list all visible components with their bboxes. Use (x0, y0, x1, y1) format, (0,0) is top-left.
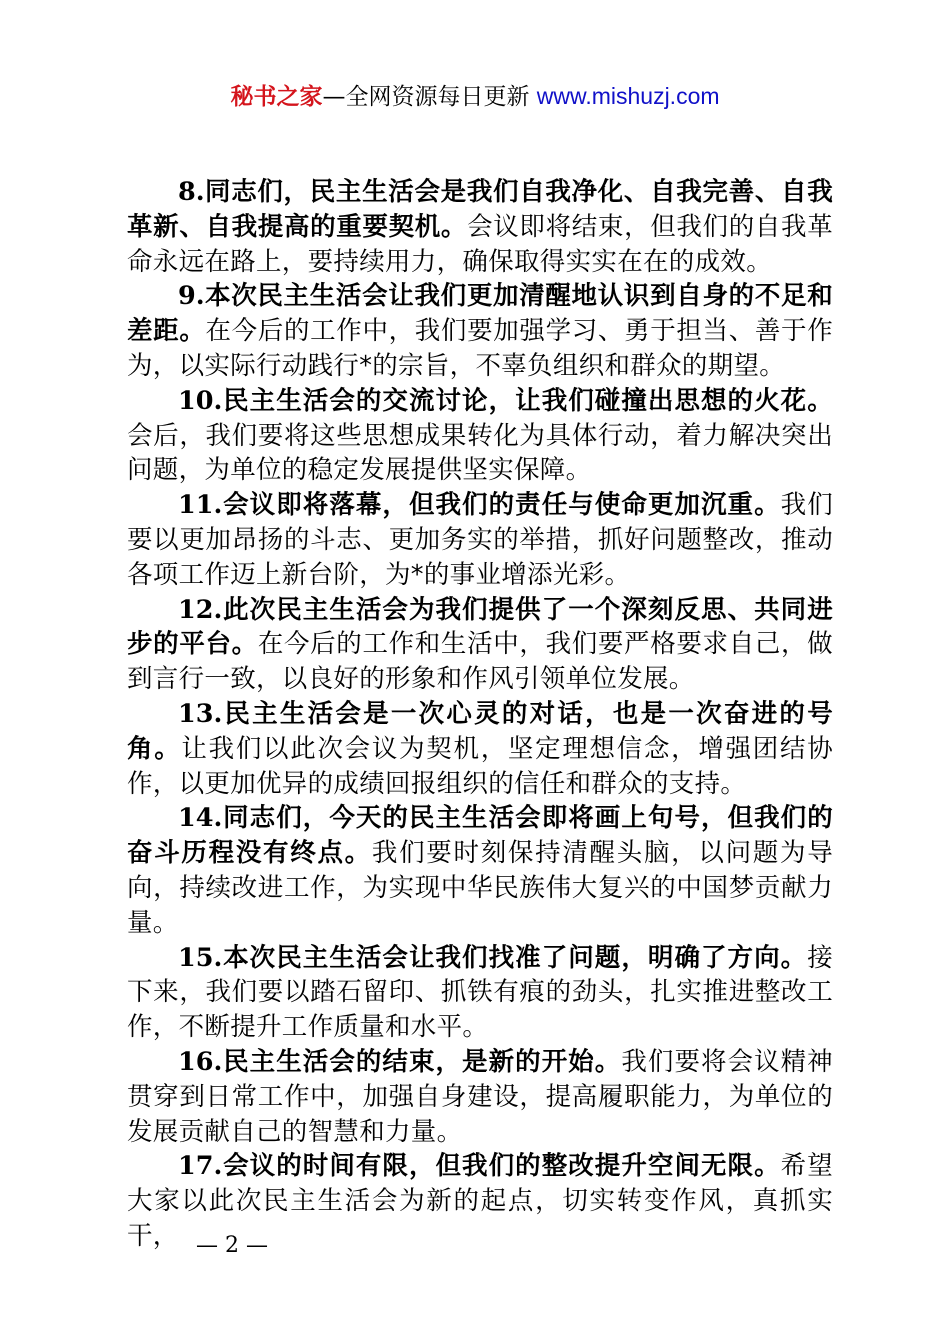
lead-text: 会议即将落幕，但我们的责任与使命更加沉重。 (222, 490, 781, 521)
lead-text: 民主生活会是一次心灵的对话，也是一次奋进的号角。 (127, 698, 833, 764)
document-body (127, 175, 833, 1254)
lead-text: 本次民主生活会让我们更加清醒地认识到自身的不足和差距。 (127, 281, 833, 347)
paragraph-body: 会后，我们要将这些思想成果转化为具体行动，着力解决突出问题，为单位的稳定发展提供坚实保障。 (127, 420, 833, 486)
paragraph-body: 我们要以更加昂扬的斗志、更加务实的举措，抓好问题整改，推动各项工作迈上新台阶，为*的事业增添光彩。 (127, 490, 833, 590)
paragraph-15 (127, 941, 833, 1045)
lead-text: 会议的时间有限，但我们的整改提升空间无限。 (222, 1151, 781, 1182)
paragraph-14 (127, 801, 833, 940)
paragraph-16 (127, 1045, 833, 1149)
paragraph-body: 接下来，我们要以踏石留印、抓铁有痕的劲头，扎实推进整改工作，不断提升工作质量和水平。 (127, 942, 833, 1043)
site-header (0, 80, 950, 113)
paragraph-number: 16. (178, 1046, 223, 1077)
paragraph-number: 11. (178, 490, 223, 521)
paragraph-12 (127, 593, 833, 697)
paragraph-lead (178, 490, 781, 520)
header-slogan: —全网资源每日更新 (322, 84, 530, 110)
lead-text: 此次民主生活会为我们提供了一个深刻反思、共同进步的平台。 (127, 594, 833, 660)
paragraph-number: 13. (178, 698, 223, 729)
paragraph-number: 14. (178, 803, 223, 834)
paragraph-lead (178, 1047, 621, 1077)
paragraph-lead (178, 943, 807, 973)
paragraph-body: 我们要时刻保持清醒头脑，以问题为导向，持续改进工作，为实现中华民族伟大复兴的中国梦贡献力量。 (127, 838, 833, 938)
paragraph-body: 让我们以此次会议为契机，坚定理想信念，增强团结协作，以更加优异的成绩回报组织的信任和群众的支持。 (127, 733, 833, 799)
paragraph-8 (127, 175, 833, 279)
paragraph-11 (127, 488, 833, 592)
paragraph-number: 8. (178, 177, 205, 207)
page-number: — 2 — (196, 1233, 268, 1258)
paragraph-body: 我们要将会议精神贯穿到日常工作中，加强自身建设，提高履职能力，为单位的发展贡献自己的智慧和力量。 (127, 1046, 833, 1147)
paragraph-lead (178, 386, 833, 416)
brand-name: 秘书之家 (230, 84, 323, 110)
paragraph-9 (127, 279, 833, 383)
paragraph-body: 在今后的工作和生活中，我们要严格要求自己，做到言行一致，以良好的形象和作风引领单位发展。 (127, 629, 833, 695)
paragraph-body: 希望大家以此次民主生活会为新的起点，切实转变作风，真抓实干， (127, 1151, 833, 1251)
paragraph-body: 在今后的工作中，我们要加强学习、勇于担当、善于作为，以实际行动践行*的宗旨，不辜负组织和群众的期望。 (127, 316, 833, 381)
paragraph-number: 10. (178, 385, 223, 416)
site-url[interactable]: www.mishuzj.com (536, 83, 720, 109)
lead-text: 民主生活会的结束，是新的开始。 (222, 1046, 622, 1077)
lead-text: 同志们，民主生活会是我们自我净化、自我完善、自我革新、自我提高的重要契机。 (127, 177, 833, 242)
paragraph-number: 9. (178, 281, 205, 312)
paragraph-number: 15. (178, 942, 223, 973)
paragraph-number: 12. (178, 594, 223, 625)
paragraph-13 (127, 697, 833, 801)
lead-text: 同志们，今天的民主生活会即将画上句号，但我们的奋斗历程没有终点。 (127, 803, 833, 869)
paragraph-10 (127, 384, 833, 488)
lead-text: 民主生活会的交流讨论，让我们碰撞出思想的火花。 (222, 385, 833, 416)
paragraph-lead (178, 1151, 781, 1181)
paragraph-number: 17. (178, 1151, 223, 1182)
lead-text: 本次民主生活会让我们找准了问题，明确了方向。 (222, 942, 808, 973)
paragraph-body: 会议即将结束，但我们的自我革命永远在路上，要持续用力，确保取得实实在在的成效。 (127, 211, 834, 277)
